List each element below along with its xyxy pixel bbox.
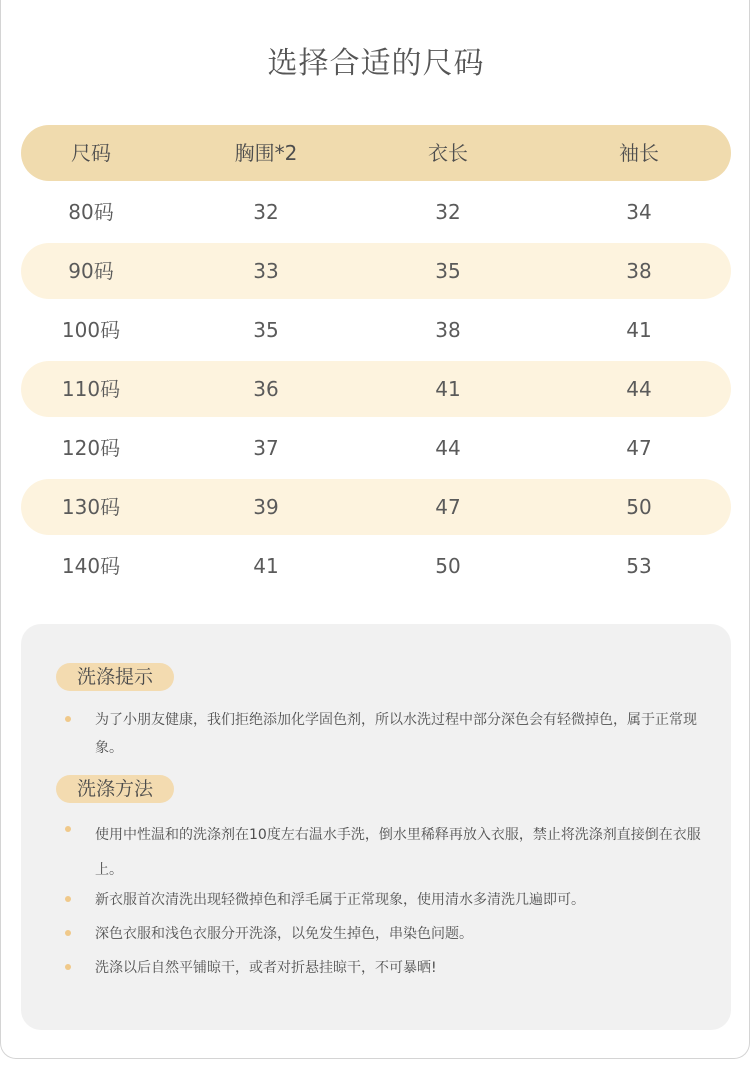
- size-cell: 130码: [61, 495, 121, 519]
- header-sleeve: 袖长: [619, 141, 659, 165]
- bullet-dot-icon: [65, 930, 71, 936]
- sleeve-cell: 44: [626, 377, 652, 401]
- size-cell: 120码: [61, 436, 121, 460]
- length-cell: 47: [435, 495, 461, 519]
- size-cell: 110码: [61, 377, 121, 401]
- size-cell: 90码: [68, 259, 114, 283]
- washing-method-text: 使用中性温和的洗涤剂在10度左右温水手洗，倒水里稀释再放入衣服，禁止将洗涤剂直接倒在衣服上。: [95, 827, 701, 878]
- header-length: 衣长: [428, 141, 468, 165]
- table-row: [21, 302, 731, 358]
- bullet-dot-icon: [65, 826, 71, 832]
- length-cell: 44: [435, 436, 461, 460]
- table-row: [21, 420, 731, 476]
- chest-cell: 32: [253, 200, 279, 224]
- bullet-dot-icon: [65, 964, 71, 970]
- size-table: [21, 125, 731, 597]
- chest-cell: 36: [253, 377, 279, 401]
- chest-cell: 37: [253, 436, 279, 460]
- table-row: [21, 243, 731, 299]
- sleeve-cell: 50: [626, 495, 652, 519]
- length-cell: 50: [435, 554, 461, 578]
- sleeve-cell: 41: [626, 318, 652, 342]
- chest-cell: 41: [253, 554, 279, 578]
- sleeve-cell: 34: [626, 200, 652, 224]
- washing-tips-label: 洗涤提示: [56, 663, 174, 691]
- sleeve-cell: 53: [626, 554, 652, 578]
- size-cell: 100码: [61, 318, 121, 342]
- washing-method-label: 洗涤方法: [56, 775, 174, 803]
- header-chest: 胸围*2: [234, 141, 298, 165]
- table-row: [21, 538, 731, 594]
- bullet-dot-icon: [65, 896, 71, 902]
- washing-method-text: 洗涤以后自然平铺晾干，或者对折悬挂晾干，不可暴晒!: [95, 960, 437, 976]
- header-size: 尺码: [71, 141, 111, 165]
- table-row: [21, 479, 731, 535]
- table-row: [21, 361, 731, 417]
- chest-cell: 35: [253, 318, 279, 342]
- sleeve-cell: 47: [626, 436, 652, 460]
- washing-care-panel: [21, 624, 731, 1030]
- length-cell: 41: [435, 377, 461, 401]
- length-cell: 32: [435, 200, 461, 224]
- washing-method-text: 新衣服首次清洗出现轻微掉色和浮毛属于正常现象，使用清水多清洗几遍即可。: [95, 892, 585, 908]
- table-row: [21, 184, 731, 240]
- chest-cell: 33: [253, 259, 279, 283]
- length-cell: 38: [435, 318, 461, 342]
- washing-method-text: 深色衣服和浅色衣服分开洗涤，以免发生掉色，串染色问题。: [95, 926, 473, 942]
- sleeve-cell: 38: [626, 259, 652, 283]
- bullet-dot-icon: [65, 716, 71, 722]
- chest-cell: 39: [253, 495, 279, 519]
- table-header-row: [21, 125, 731, 181]
- washing-tip-text: 为了小朋友健康，我们拒绝添加化学固色剂，所以水洗过程中部分深色会有轻微掉色，属于正常现象。: [95, 712, 697, 756]
- page-title: 选择合适的尺码: [267, 46, 485, 81]
- size-cell: 80码: [68, 200, 114, 224]
- length-cell: 35: [435, 259, 461, 283]
- size-cell: 140码: [61, 554, 121, 578]
